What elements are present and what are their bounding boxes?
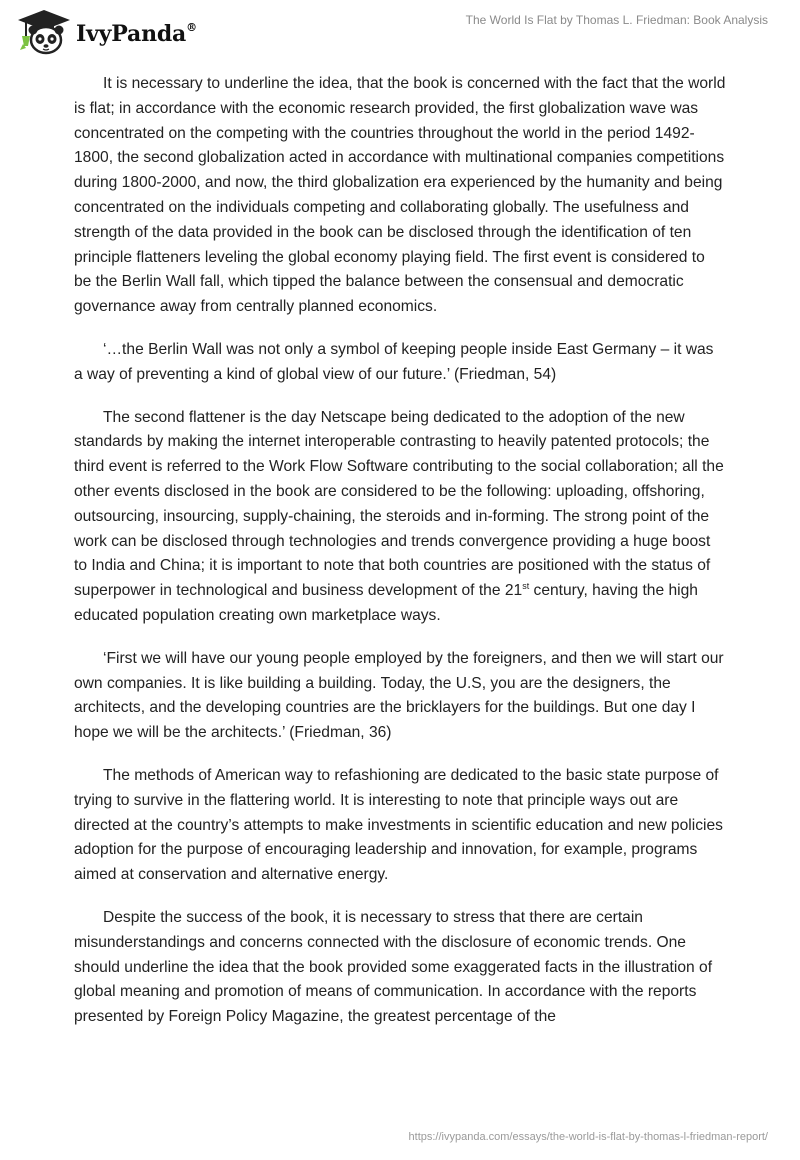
brand-logo[interactable] (14, 8, 197, 56)
paragraph-1: It is necessary to underline the idea, that the book is concerned with the fact that the world is flat; in accordance with the economic research provided, the first globalization wave was concentrated on the competing with the countries throughout the world in the period 1492-1800, the second globalization acted in accordance with multinational companies competitions during 1800-2000, and now, the third globalization era experienced by the humanity and being concentrated on the individuals competing and collaborating globally. The usefulness and strength of the data provided in the book can be disclosed through the identification of ten principle flatteners leveling the global economy playing field. The first event is considered to be the Berlin Wall fall, which tipped the balance between the consensual and democratic governance away from centrally planned economics. (74, 75, 726, 316)
page-header (0, 0, 800, 60)
paragraph-5: The methods of American way to refashioning are dedicated to the basic state purpose of trying to survive in the flattering world. It is interesting to note that principle ways out are directed at the country’s attempts to make investments in scientific education and new policies adoption for the purpose of encouraging leadership and innovation, for example, programs aimed at conservation and alternative energy. (74, 766, 723, 884)
brand-name: IvyPanda® (76, 20, 197, 47)
paragraph-3-text-b: century, having the high educated population creating own marketplace ways. (74, 582, 698, 624)
registered-mark: ® (186, 20, 197, 34)
quote-architects: ‘First we will have our young people employed by the foreigners, and then we will start our own companies. It is like building a building. Today, the U.S, you are the designers, the architects, and the developing countries are the bricklayers for the buildings. But one day I hope we will be the architects.’ (Friedman, 36) (74, 649, 724, 742)
panda-graduate-icon (14, 8, 74, 56)
paragraph-3-text-a: The second flattener is the day Netscape being dedicated to the adoption of the new standards by making the internet interoperable contrasting to heavily patented protocols; the third event is referred to the Work Flow Software contributing to the social collaboration; all the other events disclosed in the book are considered to be the following: uploading, offshoring, outsourcing, insourcing, supply-chaining, the steroids and in-forming. The strong point of the work can be disclosed through technologies and trends convergence providing a huge boost to India and China; it is important to note that both countries are positioned with the status of superpower in technological and business development of the 21 (74, 408, 724, 600)
paragraph-3 (74, 406, 726, 629)
ordinal-suffix: st (522, 580, 530, 591)
essay-body (74, 72, 726, 1048)
document-title: The World Is Flat by Thomas L. Friedman: Book Analysis (465, 13, 768, 27)
source-url-link[interactable]: https://ivypanda.com/essays/the-world-is-flat-by-thomas-l-friedman-report/ (408, 1131, 768, 1143)
paragraph-6: Despite the success of the book, it is necessary to stress that there are certain misunderstandings and concerns connected with the disclosure of economic trends. One should underline the idea that the book provided some exaggerated facts in the illustration of global meaning and promotion of means of communication. In accordance with the reports presented by Foreign Policy Magazine, the greatest percentage of the (74, 908, 713, 1026)
quote-berlin-wall: ‘…the Berlin Wall was not only a symbol of keeping people inside East Germany – it was a way of preventing a kind of global view of our future.’ (Friedman, 54) (74, 340, 714, 383)
